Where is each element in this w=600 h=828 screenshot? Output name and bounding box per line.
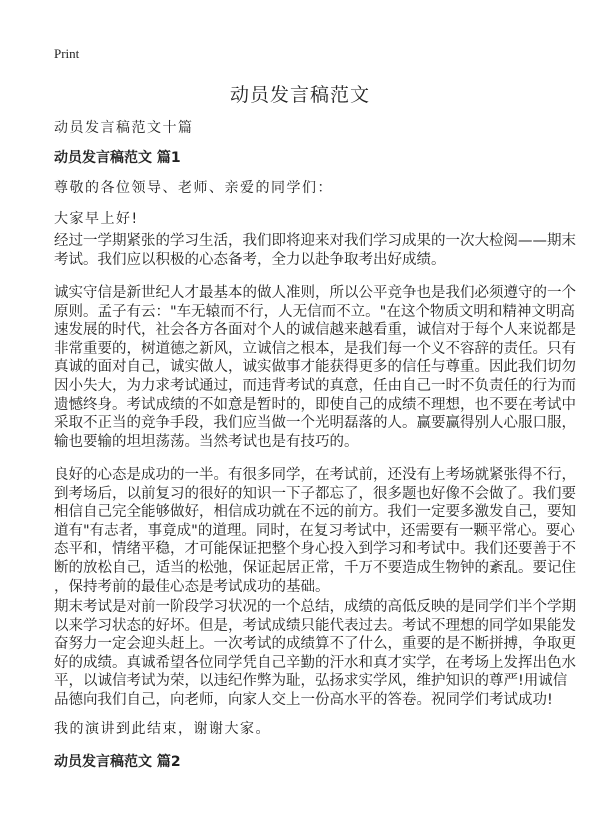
paragraph-line: 奋努力一定会迎头赶上。一次考试的成绩算不了什么，重要的是不断拼搏，争取更 xyxy=(54,636,576,653)
paragraph-line: 到考场后，以前复习的很好的知识一下子都忘了，很多题也好像不会做了。我们要 xyxy=(54,485,576,502)
section-heading-2: 动员发言稿范文 篇2 xyxy=(54,754,181,770)
paragraph-line: 采取不正当的竞争手段，我们应当做一个光明磊落的人。赢要赢得别人心服口服， xyxy=(54,415,576,432)
paragraph-line: 考试。我们应以积极的心态备考，全力以赴争取考出好成绩。 xyxy=(54,251,446,268)
page-title: 动员发言稿范文 xyxy=(229,84,370,106)
paragraph-1 xyxy=(54,232,576,269)
paragraph-line: 品德向我们自己，向老师，向家人交上一份高水平的答卷。祝同学们考试成功! xyxy=(54,691,553,708)
paragraph-line: ，保持考前的最佳心态是考试成功的基础。 xyxy=(54,578,330,595)
paragraph-line: 相信自己完全能够做好，相信成功就在不远的前方。我们一定要多激发自己，要知 xyxy=(54,504,576,521)
paragraph-line: 速发展的时代，社会各方各面对个人的诚信越来越看重，诚信对于每个人来说都是 xyxy=(54,322,576,339)
paragraph-line: 好的成绩。真诚希望各位同学凭自己辛勤的汗水和真才实学，在考场上发挥出色水 xyxy=(54,654,576,671)
hello-line: 大家早上好! xyxy=(54,211,139,227)
paragraph-line: 非常重要的，树道德之新风，立诚信之根本，是我们每一个义不容辞的责任。只有 xyxy=(54,340,576,357)
paragraph-line: 断的放松自己，适当的松弛，保证起居正常，千万不要造成生物钟的紊乱。要记住 xyxy=(54,559,576,576)
subtitle: 动员发言稿范文十篇 xyxy=(54,120,194,136)
paragraph-line: 道有"有志者，事竟成"的道理。同时，在复习考试中，还需要有一颗平常心。要心 xyxy=(54,522,575,539)
section-heading-1: 动员发言稿范文 篇1 xyxy=(54,150,181,166)
paragraph-2 xyxy=(54,284,576,451)
paragraph-line: 良好的心态是成功的一半。有很多同学，在考试前，还没有上考场就紧张得不行， xyxy=(54,467,576,483)
paragraph-4 xyxy=(54,598,576,710)
paragraph-3 xyxy=(54,466,576,596)
paragraph-line: 平，以诚信考试为荣，以违纪作弊为耻，弘扬求实学风，维护知识的尊严!用诚信 xyxy=(54,673,568,690)
paragraph-line: 原则。孟子有云："车无辕而不行，人无信而不立。"在这个物质文明和精神文明高 xyxy=(54,303,575,320)
closing-line: 我的演讲到此结束，谢谢大家。 xyxy=(54,721,271,737)
paragraph-line: 真诚的面对自己，诚实做人，诚实做事才能获得更多的信任与尊重。因此我们切勿 xyxy=(54,359,576,376)
paragraph-line: 遗憾终身。考试成绩的不如意是暂时的，即使自己的成绩不理想，也不要在考试中 xyxy=(54,396,576,413)
paragraph-line: 诚实守信是新世纪人才最基本的做人准则，所以公平竞争也是我们必须遵守的一个 xyxy=(54,285,576,301)
print-link[interactable]: Print xyxy=(54,46,80,61)
paragraph-line: 期末考试是对前一阶段学习状况的一个总结，成绩的高低反映的是同学们半个学期 xyxy=(54,599,576,615)
paragraph-line: 经过一学期紧张的学习生活，我们即将迎来对我们学习成果的一次大检阅——期末 xyxy=(54,233,576,249)
paragraph-line: 态平和，情绪平稳，才可能保证把整个身心投入到学习和考试中。我们还要善于不 xyxy=(54,541,576,558)
greeting: 尊敬的各位领导、老师、亲爱的同学们： xyxy=(54,180,333,196)
paragraph-line: 输也要输的坦坦荡荡。当然考试也是有技巧的。 xyxy=(54,433,359,450)
paragraph-line: 以来学习状态的好坏。但是，考试成绩只能代表过去。考试不理想的同学如果能发 xyxy=(54,617,576,634)
paragraph-line: 因小失大，为力求考试通过，而违背考试的真意，任由自己一时不负责任的行为而 xyxy=(54,377,576,394)
